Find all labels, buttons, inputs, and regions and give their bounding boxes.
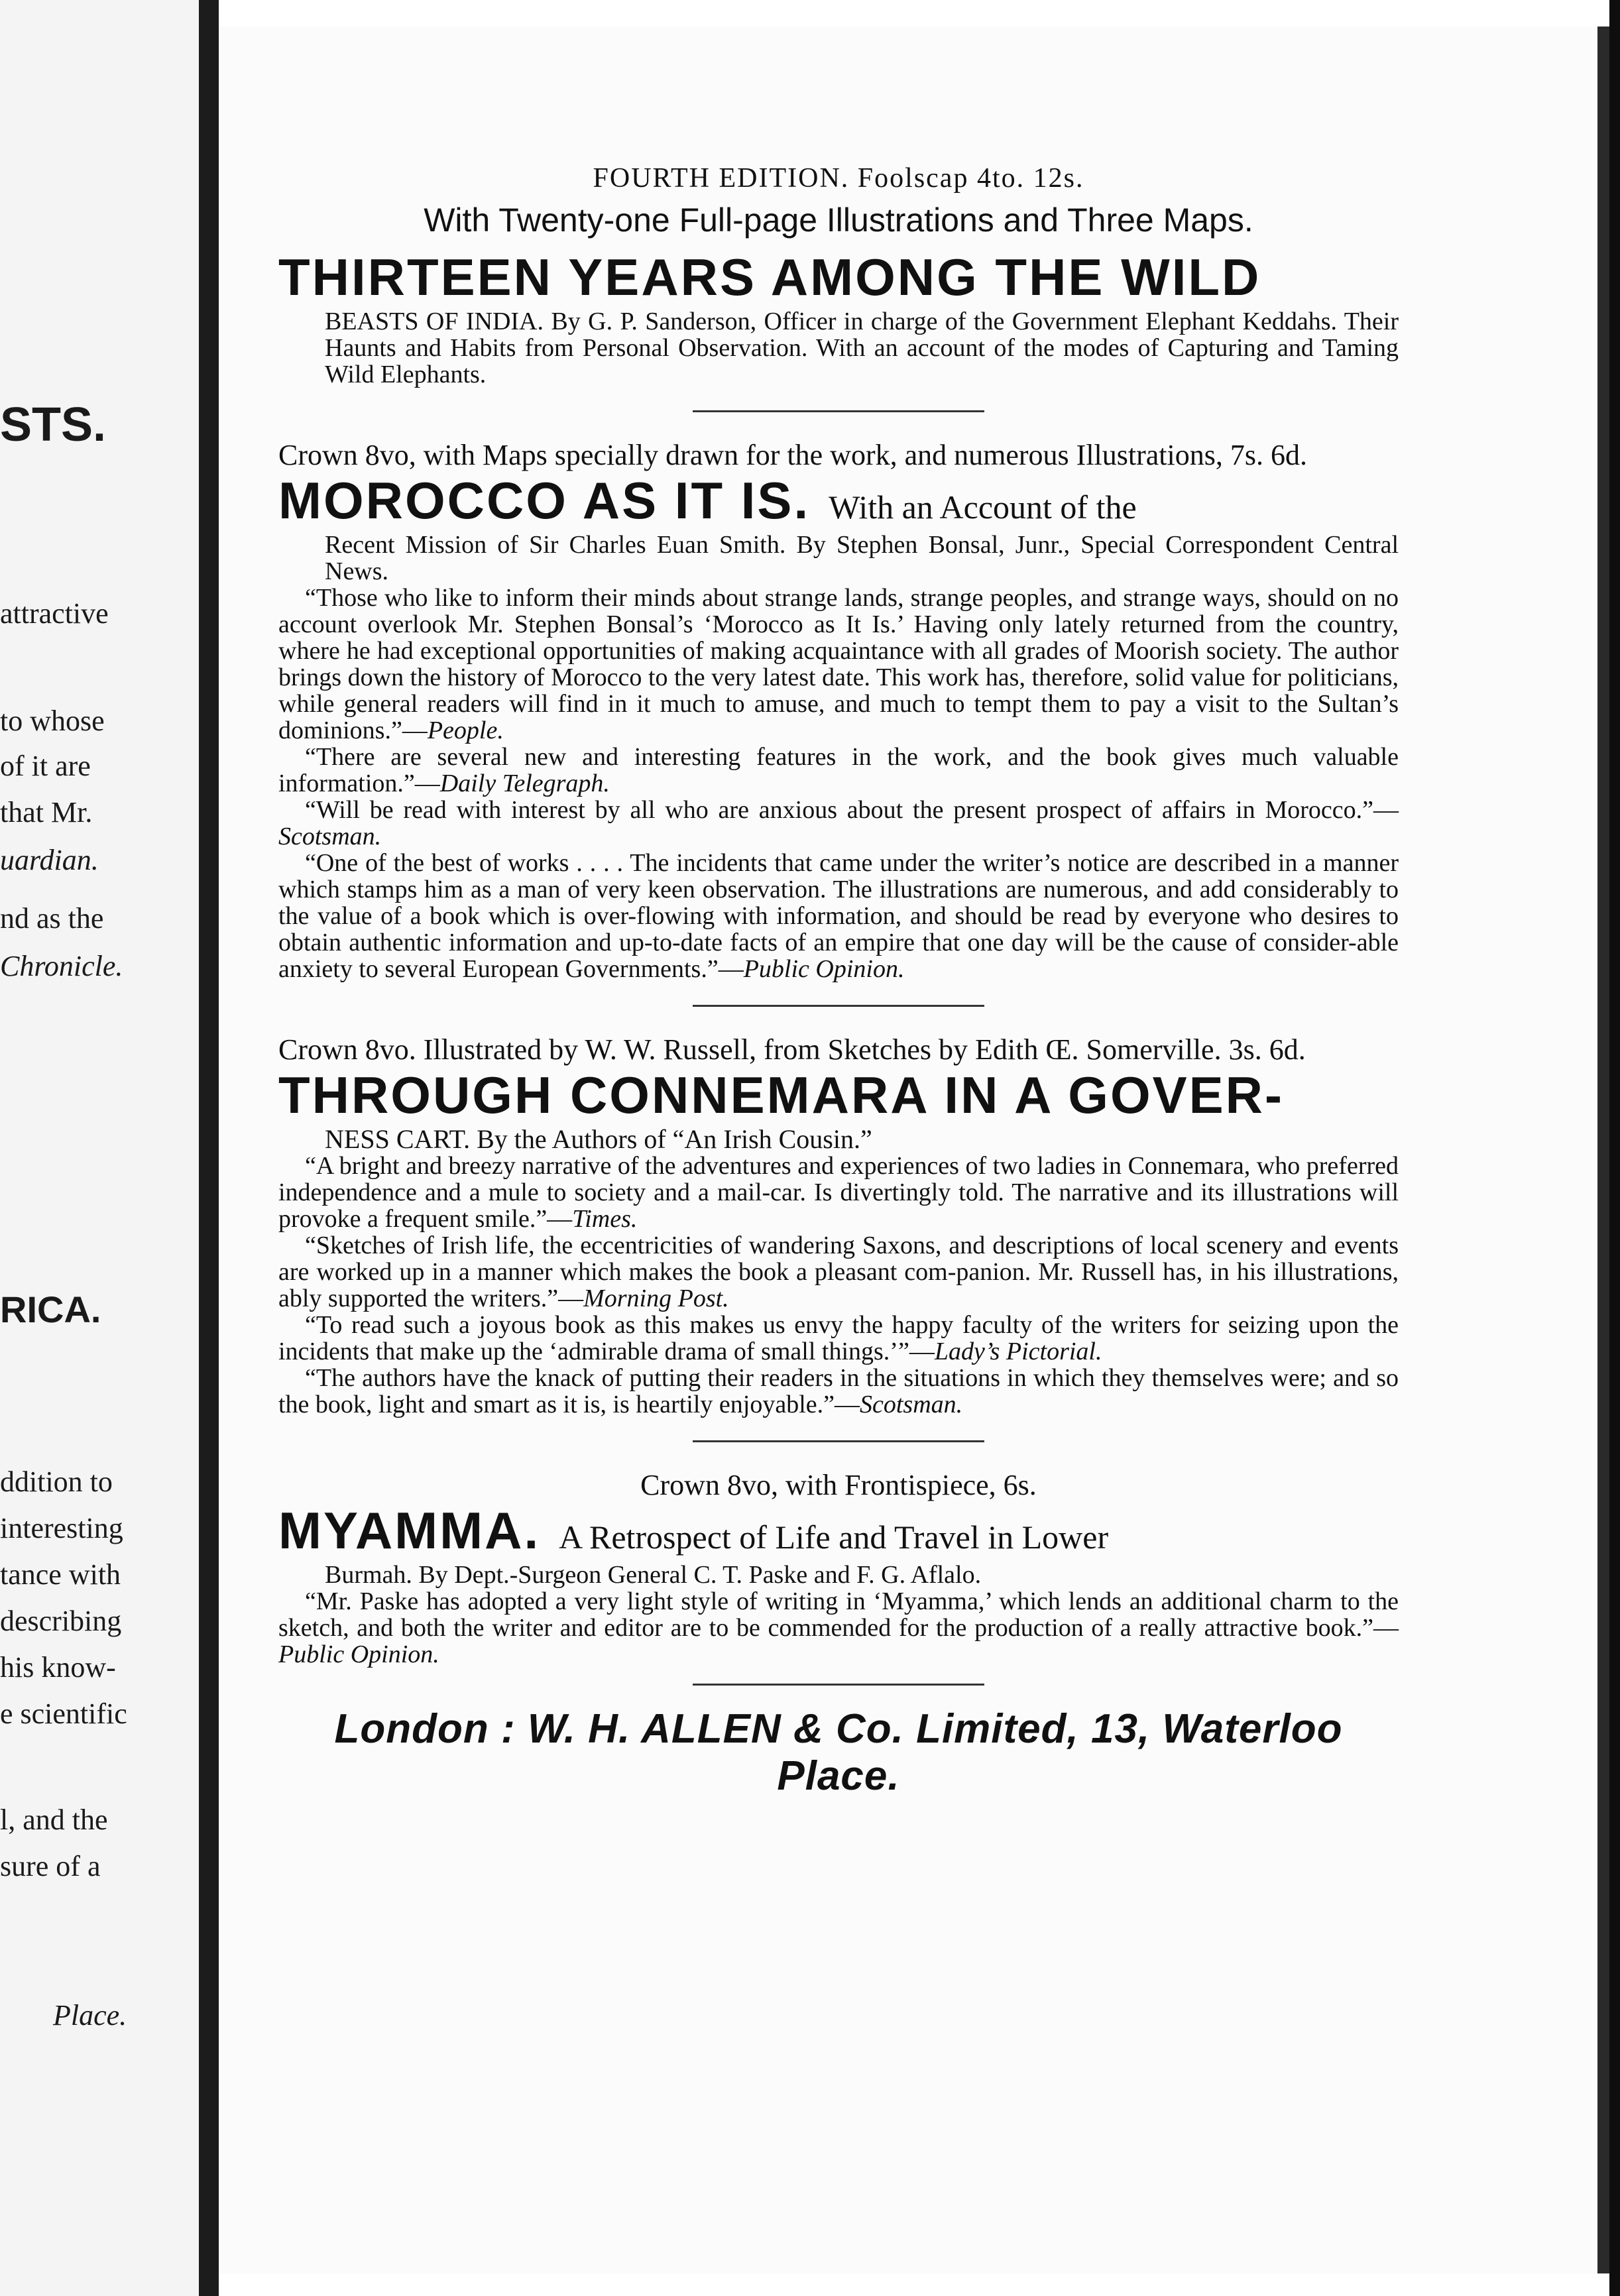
review-quote — [278, 1312, 1399, 1365]
quote-text: “One of the best of works . . . . The incidents that came under the writer’s notice are described in a manner which stamps him as a man of very keen observation. The illustrations are numerous, and add considerably to the value of a book which is over-flowing with information, and should be read by everyone who desires to obtain authentic information and up-to-date facts of an empire that one day will be the cause of consider-able anxiety to several European Governments.”— — [278, 849, 1399, 983]
left-fragment: interesting — [0, 1512, 123, 1544]
book-gutter — [199, 0, 219, 2296]
left-fragment: describing — [0, 1605, 122, 1637]
review-quote — [278, 1365, 1399, 1418]
edition-line: FOURTH EDITION. Foolscap 4to. 12s. — [593, 163, 1084, 194]
left-fragment: tance with — [0, 1558, 121, 1591]
left-fragment: of it are — [0, 750, 91, 782]
book-description: Burmah. By Dept.-Surgeon General C. T. Paske and F. G. Aflalo. — [325, 1561, 982, 1589]
quote-text: “There are several new and interesting features in the work, and the book gives much valuable information.”— — [278, 743, 1399, 797]
quote-source: Lady’s Pictorial. — [934, 1338, 1102, 1365]
left-fragment: e scientific — [0, 1697, 127, 1730]
quote-text: “Those who like to inform their minds about strange lands, strange peoples, and strange ways, should on no account overlook Mr. Stephen Bonsal’s ‘Morocco as It Is.’ Having only lately returned from the country, where he had exceptional opportunities of making acquaintance with all grades of Moorish society. The author brings down the history of Morocco to the very latest date. This work has, therefore, solid value for politicians, while general readers will find in it much to amuse, and much to tempt them to pay a visit to the Sultan’s dominions.”— — [278, 584, 1399, 744]
quote-source: Times. — [572, 1205, 638, 1233]
review-quote — [278, 1588, 1399, 1668]
publisher-imprint: London : W. H. ALLEN & Co. Limited, 13, Waterloo Place. — [334, 1706, 1343, 1799]
left-fragment: RICA. — [0, 1289, 101, 1330]
review-quote — [278, 585, 1399, 744]
left-fragment: uardian. — [0, 844, 99, 876]
quote-source: Scotsman. — [278, 823, 382, 850]
book-description: Recent Mission of Sir Charles Euan Smith. By Stephen Bonsal, Junr., Special Correspondent Central News. — [325, 531, 1399, 585]
crown-line: Crown 8vo. Illustrated by W. W. Russell, from Sketches by Edith Œ. Somerville. 3s. 6d. — [278, 1033, 1306, 1066]
page-edge — [1609, 0, 1620, 2296]
quote-source: People. — [427, 717, 504, 744]
left-fragment: Chronicle. — [0, 950, 123, 982]
left-fragment: STS. — [0, 398, 107, 451]
quote-source: Morning Post. — [583, 1285, 729, 1312]
book-connemara — [278, 1033, 1399, 1418]
illustrations-line: With Twenty-one Full-page Illustrations and Three Maps. — [424, 201, 1253, 239]
left-fragment: l, and the — [0, 1804, 108, 1836]
book-description: NESS CART. By the Authors of “An Irish Cousin.” — [325, 1124, 872, 1154]
quote-text: “A bright and breezy narrative of the adventures and experiences of two ladies in Connemara, who preferred independence and a mule to society and a mail-car. Is divertingly told. The narrative and its illustrations will provoke a frequent smile.”— — [278, 1152, 1399, 1233]
left-fragment: nd as the — [0, 902, 104, 935]
book-title: MOROCCO AS IT IS. — [278, 471, 811, 530]
crown-line: Crown 8vo, with Maps specially drawn for the work, and numerous Illustrations, 7s. 6d. — [278, 439, 1307, 471]
book-subtitle: With an Account of the — [829, 488, 1137, 526]
page-content — [278, 162, 1399, 1800]
quote-source: Scotsman. — [860, 1391, 963, 1418]
left-fragment: sure of a — [0, 1850, 101, 1882]
quote-text: “To read such a joyous book as this makes us envy the happy faculty of the writers for seizing upon the incidents that make up the ‘admirable drama of small things.’”— — [278, 1311, 1399, 1365]
quote-source: Public Opinion. — [743, 955, 905, 983]
section-divider — [693, 410, 984, 412]
left-page-edge — [0, 0, 199, 2296]
quote-text: “Will be read with interest by all who are anxious about the present prospect of affairs in Morocco.”— — [305, 796, 1399, 824]
review-quote — [278, 850, 1399, 982]
quote-text: “The authors have the knack of putting their readers in the situations in which they themselves were; and so the book, light and smart as it is, is heartily enjoyable.”— — [278, 1364, 1399, 1418]
left-fragment: to whose — [0, 705, 105, 737]
review-quote — [278, 1232, 1399, 1312]
advertisement-page — [219, 27, 1609, 2273]
quote-text: “Mr. Paske has adopted a very light style of writing in ‘Myamma,’ which lends an additional charm to the sketch, and both the writer and editor are to be commended for the production of a really attractive book.”— — [278, 1587, 1399, 1642]
book-morocco — [278, 439, 1399, 982]
book-title: MYAMMA. — [278, 1501, 541, 1560]
left-fragment: ddition to — [0, 1465, 113, 1498]
review-quote — [278, 797, 1399, 850]
left-fragment: that Mr. — [0, 796, 93, 829]
book-description: BEASTS OF INDIA. By G. P. Sanderson, Officer in charge of the Government Elephant Keddahs. Their Haunts and Habits from Personal Observation. With an account of the modes of Capturing and Taming Wild Elephants. — [325, 308, 1399, 388]
left-fragment: his know- — [0, 1651, 116, 1684]
book-title: THIRTEEN YEARS AMONG THE WILD — [278, 248, 1261, 306]
book-subtitle: A Retrospect of Life and Travel in Lower — [559, 1519, 1109, 1556]
book-title: THROUGH CONNEMARA IN A GOVER- — [278, 1066, 1284, 1124]
review-quote — [278, 744, 1399, 797]
section-divider — [693, 1440, 984, 1442]
book-thirteen-years — [278, 162, 1399, 388]
book-myamma — [278, 1469, 1399, 1668]
review-quote — [278, 1153, 1399, 1232]
left-fragment: Place. — [53, 1999, 127, 2032]
section-divider — [693, 1684, 984, 1686]
quote-text: “Sketches of Irish life, the eccentricities of wandering Saxons, and descriptions of local scenery and events are worked up in a manner which makes the book a pleasant com-panion. Mr. Russell has, in his illustrations, ably supported the writers.”— — [278, 1232, 1399, 1312]
title-row — [278, 1502, 1399, 1559]
quote-source: Public Opinion. — [278, 1640, 439, 1668]
title-row — [278, 472, 1399, 529]
quote-source: Daily Telegraph. — [439, 770, 610, 797]
crown-line: Crown 8vo, with Frontispiece, 6s. — [640, 1469, 1037, 1501]
left-fragment: attractive — [0, 597, 109, 630]
section-divider — [693, 1005, 984, 1007]
